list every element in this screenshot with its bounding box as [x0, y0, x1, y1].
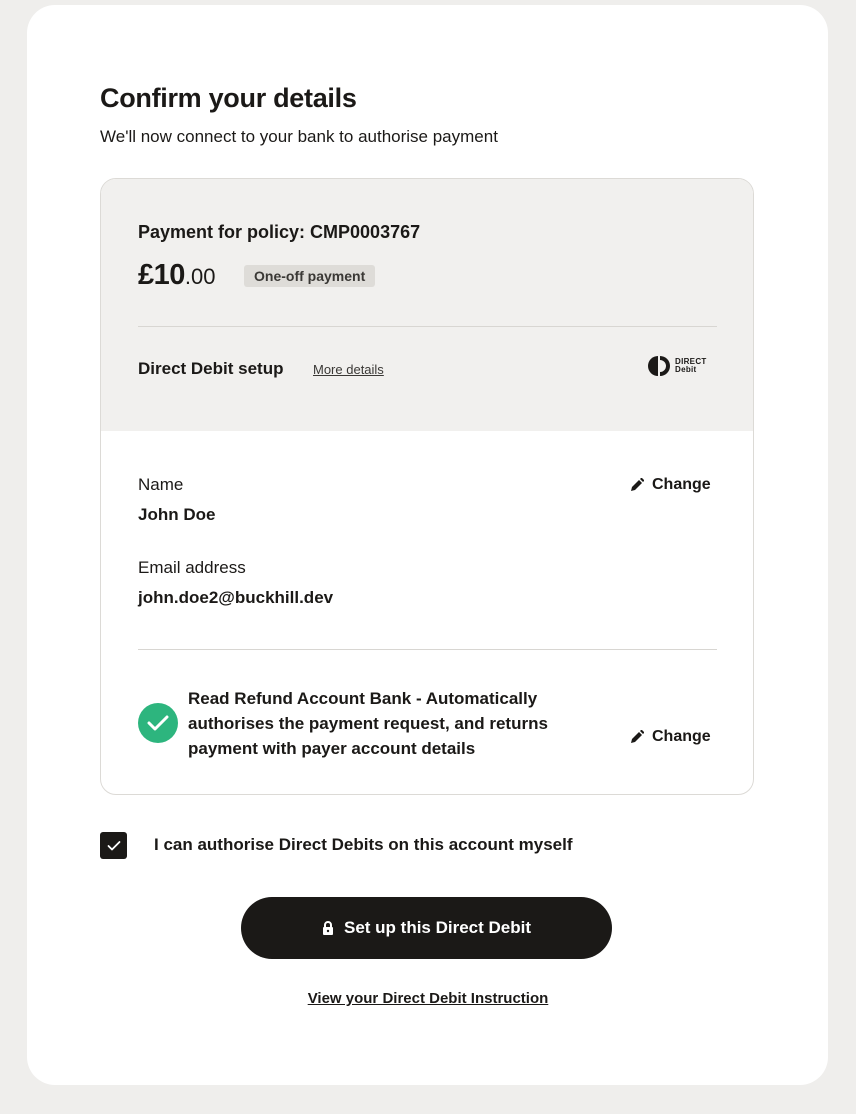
name-value: John Doe	[138, 505, 216, 524]
amount-decimal: .00	[184, 264, 216, 289]
email-label: Email address	[138, 558, 246, 577]
policy-label: Payment for policy: CMP0003767	[138, 222, 421, 242]
pencil-icon	[630, 730, 644, 744]
change-name-button[interactable]	[630, 476, 711, 494]
name-label: Name	[138, 475, 184, 494]
details-divider	[138, 649, 717, 650]
direct-debit-logo-text: DIRECT Debit	[675, 357, 707, 374]
payment-amount	[138, 259, 215, 292]
view-instruction-link[interactable]: View your Direct Debit Instruction	[307, 990, 549, 1007]
more-details-link[interactable]: More details	[313, 362, 384, 377]
email-value: john.doe2@buckhill.dev	[138, 588, 334, 607]
payment-summary-header	[101, 179, 753, 431]
payment-summary-panel	[100, 178, 754, 795]
page-title: Confirm your details	[100, 83, 357, 113]
summary-divider	[138, 326, 717, 327]
change-name-label: Change	[652, 476, 711, 493]
amount-main: £10	[138, 259, 185, 291]
direct-debit-logo	[647, 355, 707, 377]
direct-debit-logo-icon	[647, 355, 673, 377]
bank-verified-check-icon	[138, 703, 178, 743]
pencil-icon	[630, 478, 644, 492]
authorise-checkbox-label[interactable]: I can authorise Direct Debits on this account myself	[154, 835, 573, 854]
setup-direct-debit-button[interactable]	[241, 897, 612, 959]
payment-type-badge: One-off payment	[244, 265, 375, 287]
checkmark-icon	[107, 840, 121, 852]
change-bank-label: Change	[652, 728, 711, 745]
page-subtitle: We'll now connect to your bank to authorise payment	[100, 127, 498, 146]
dd-setup-label: Direct Debit setup	[138, 359, 284, 378]
authorise-checkbox[interactable]	[100, 832, 127, 859]
lock-icon	[322, 921, 334, 935]
setup-direct-debit-label: Set up this Direct Debit	[343, 918, 532, 937]
change-bank-button[interactable]	[630, 728, 711, 746]
bank-description: Read Refund Account Bank - Automatically authorises the payment request, and returns payment with payer account details	[188, 689, 548, 758]
